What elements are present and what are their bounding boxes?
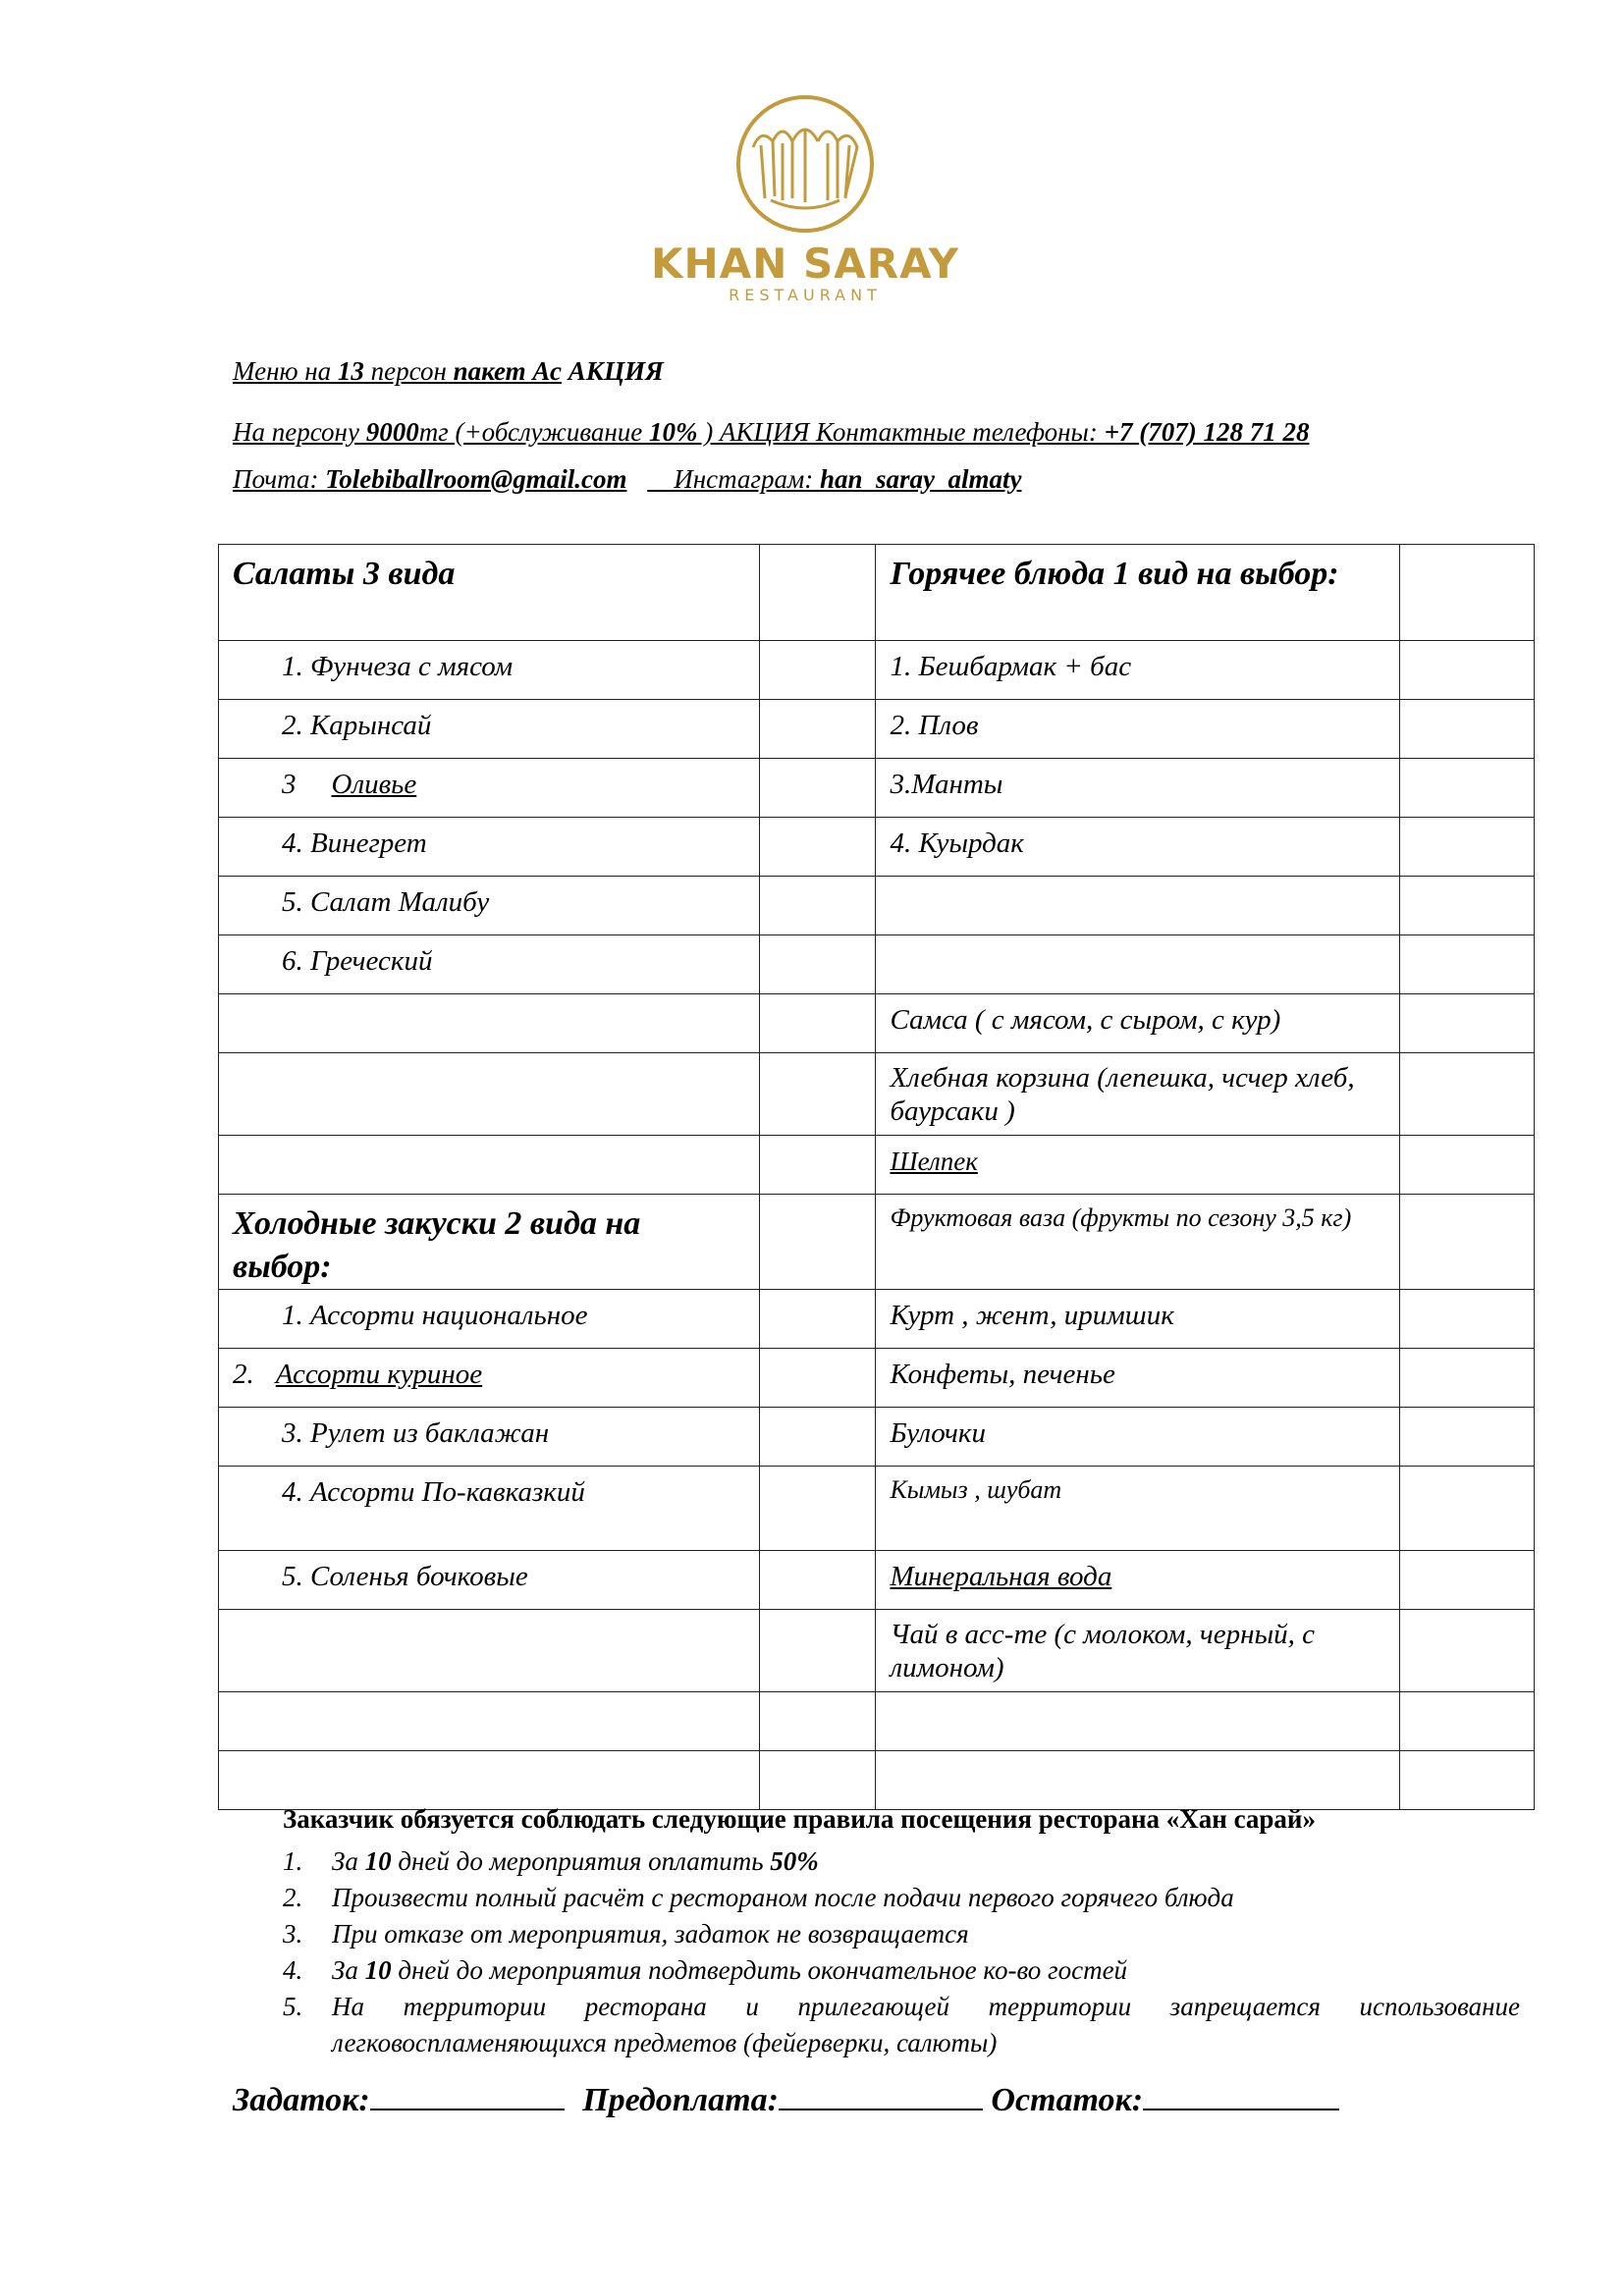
extra-item: Чай в асс-те (с молоком, черный, с лимоном) bbox=[876, 1610, 1399, 1692]
instagram-handle: han_saray_almaty bbox=[819, 464, 1022, 494]
email-address: Tolebiballroom@gmail.com bbox=[325, 464, 627, 494]
header-line-menu: Меню на 13 персон пакет Ас АКЦИЯ bbox=[233, 356, 664, 386]
extra-item: Минеральная вода bbox=[876, 1551, 1399, 1610]
rule-item: 2. Произвести полный расчёт с рестораном после подачи первого горячего блюда bbox=[283, 1883, 1234, 1912]
rule-item: 1. За 10 дней до мероприятия оплатить 50% bbox=[283, 1846, 819, 1876]
hot-dish-item: 4. Куырдак bbox=[876, 818, 1399, 877]
hot-dish-item: 2. Плов bbox=[876, 700, 1399, 759]
extra-item: Хлебная корзина (лепешка, чсчер хлеб, баурсаки ) bbox=[876, 1053, 1399, 1136]
extra-item: Шелпек bbox=[876, 1136, 1399, 1195]
salads-header: Салаты 3 вида bbox=[219, 545, 760, 641]
fruit-vase-item: Фруктовая ваза (фрукты по сезону 3,5 кг) bbox=[876, 1195, 1399, 1290]
balance-field[interactable] bbox=[1143, 2079, 1339, 2110]
salad-item: 1. Фунчеза с мясом bbox=[219, 641, 760, 700]
payment-fields bbox=[233, 2079, 1339, 2119]
salad-item: 3 Оливье bbox=[219, 759, 760, 818]
rule-item: 3. При отказе от мероприятия, задаток не возвращается bbox=[283, 1919, 969, 1949]
header-line-contacts: Почта: Tolebiballroom@gmail.com Инстаграм: han_saray_almaty bbox=[233, 464, 1022, 494]
salad-item: 4. Винегрет bbox=[219, 818, 760, 877]
khan-saray-logo bbox=[638, 90, 972, 306]
hot-dish-item: 3.Манты bbox=[876, 759, 1399, 818]
hot-dish-item: 1. Бешбармак + бас bbox=[876, 641, 1399, 700]
prepayment-field[interactable] bbox=[779, 2079, 983, 2110]
cold-snack-item: 2. Ассорти куриное bbox=[219, 1349, 760, 1408]
menu-table bbox=[218, 544, 1535, 1810]
deposit-field[interactable] bbox=[370, 2079, 565, 2110]
extra-item: Курт , жент, иримшик bbox=[876, 1290, 1399, 1349]
salad-item: 5. Салат Малибу bbox=[219, 877, 760, 935]
phone-number: +7 (707) 128 71 28 bbox=[1104, 417, 1310, 447]
cold-snacks-header: Холодные закуски 2 вида на выбор: bbox=[219, 1195, 760, 1290]
extra-item: Конфеты, печенье bbox=[876, 1349, 1399, 1408]
logo-emblem-icon bbox=[731, 90, 879, 238]
extra-item: Самса ( с мясом, с сыром, с кур) bbox=[876, 994, 1399, 1053]
hot-dishes-header: Горячее блюда 1 вид на выбор: bbox=[876, 545, 1399, 641]
salad-item: 2. Карынсай bbox=[219, 700, 760, 759]
brand-name: KHAN SARAY bbox=[651, 240, 959, 288]
rules-list bbox=[283, 1843, 1520, 2061]
extra-item: Булочки bbox=[876, 1408, 1399, 1467]
extra-item: Кымыз , шубат bbox=[876, 1467, 1399, 1551]
salad-item: 6. Греческий bbox=[219, 935, 760, 994]
rules-title: Заказчик обязуется соблюдать следующие правила посещения ресторана «Хан сарай» bbox=[283, 1804, 1316, 1834]
brand-subtitle: RESTAURANT bbox=[729, 286, 882, 304]
rule-item: 4. За 10 дней до мероприятия подтвердить окончательное ко-во гостей bbox=[283, 1955, 1128, 1985]
cold-snack-item: 4. Ассорти По-кавказкий bbox=[219, 1467, 760, 1551]
rule-item: 5. На территории ресторана и прилегающей территории запрещается использование легковоспламеняющихся предметов (фейерверки, салюты) bbox=[283, 1992, 1520, 2057]
cold-snack-item: 3. Рулет из баклажан bbox=[219, 1408, 760, 1467]
deposit-label: Задаток: bbox=[233, 2082, 370, 2118]
prepayment-label: Предоплата: bbox=[582, 2082, 779, 2118]
balance-label: Остаток: bbox=[991, 2082, 1144, 2118]
cold-snack-item: 1. Ассорти национальное bbox=[219, 1290, 760, 1349]
cold-snack-item: 5. Соленья бочковые bbox=[219, 1551, 760, 1610]
header-line-price: На персону 9000тг (+обслуживание 10% ) АКЦИЯ Контактные телефоны: +7 (707) 128 71 28 bbox=[233, 417, 1310, 447]
